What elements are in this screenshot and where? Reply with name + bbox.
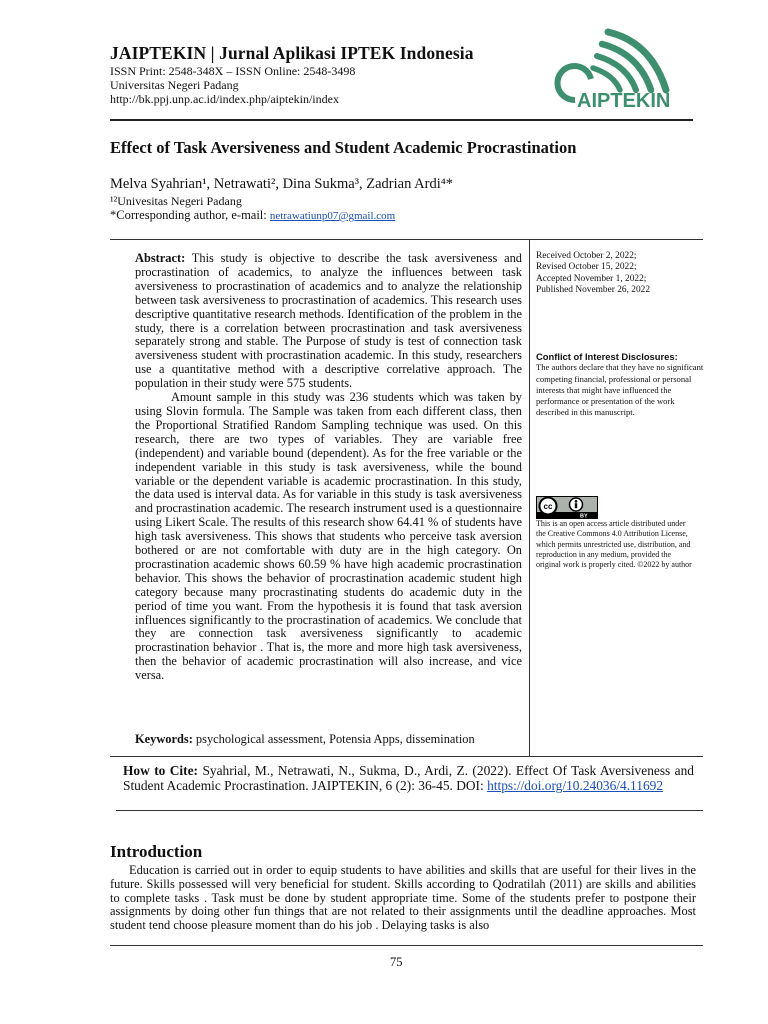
introduction-body: Education is carried out in order to equip students to have abilities and skills that are useful for their lives in the future. Skills possessed will very beneficial for student. Skills according to Qodratilah (2011) are skills and abilities to complete tasks . Task must be done by student appropriate time. Some of the students prefer to postpone their assignments by doing other fun things that are not related to their assignments until the deadline approaches. Most student tend choose pleasure moment than do his job . Delaying tasks is also (110, 863, 696, 933)
cite-text: Syahrial, M., Netrawati, N., Sukma, D., Ardi, Z. (2022). Effect Of Task Aversiveness and Student Academic Procrastination. JAIPTEKIN, 6 (2): 36-45. DOI: (123, 763, 695, 794)
aiptekin-logo (553, 24, 678, 114)
license-text: This is an open access article distributed under the Creative Commons 4.0 Attribution License, which permits unrestricted use, distribution, and reproduction in any medium, provided the original work is properly cited. ©2022 by author (536, 519, 692, 570)
cc-badge-text: BY (580, 513, 588, 519)
journal-url[interactable]: http://bk.ppj.unp.ac.id/index.php/aiptekin/index (110, 92, 339, 106)
abstract-paragraph-2: Amount sample in this study was 236 students which was taken by using Slovin formula. The Sample was taken from each different class, then the Proportional Stratified Random Sampling technique was used. On this research, there are two types of variables. They are variable free (independent) and variable bound (dependent). As for the free variable or the independent variable in this study is task aversiveness, while the bound variable or the dependent variable is academic procrastination. In this study, the data used is interval data. As for variable in this study is task aversiveness and procrastination academic. The research instrument used is a questionnaire using Likert Scale. The results of this research show 64.41 % of students have high task aversiveness. This shows that students who perceive task aversion bothered or are not comfortable with duty are in the high category. On procrastination academic shows 60.59 % have high academic procrastination behavior. This shows the behavior of procrastination academic student high category because many procrastinating students do academic duty in the period of time you want. From the hypothesis it is found that task aversion influences significantly to the procrastination of academics. We conclude that they are connection task aversiveness significantly to academic procrastination behavior . That is, the more and more high task aversiveness, then the behavior of academic procrastination will also increase, and vice versa. (135, 390, 522, 683)
published-date: Published November 26, 2022 (536, 284, 651, 295)
revised-date: Revised October 15, 2022; (536, 262, 637, 273)
keywords-label: Keywords: (135, 732, 193, 746)
doi-link[interactable]: https://doi.org/10.24036/4.11692 (487, 778, 664, 794)
journal-title: JAIPTEKIN | Jurnal Aplikasi IPTEK Indonesia (110, 43, 474, 63)
column-divider (529, 239, 530, 756)
article-dates (536, 251, 706, 296)
attribution-icon (575, 500, 578, 503)
abstract-label: Abstract: (135, 251, 186, 265)
coi-text: The authors declare that they have no significant competing financial, professional or personal interests that might have influenced the performance or presentation of the work described in this manuscript. (536, 362, 704, 418)
cc-by-license-badge[interactable] (536, 496, 598, 519)
coi-title: Conflict of Interest Disclosures: (536, 351, 678, 362)
header-divider (110, 119, 693, 121)
article-title: Effect of Task Aversiveness and Student Academic Procrastination (110, 138, 577, 157)
cite-label: How to Cite: (123, 763, 199, 778)
cite-divider (116, 810, 703, 811)
abstract-paragraph-1: This study is objective to describe the task aversiveness and procrastination of academics, to analyze the influences between task aversiveness to procrastination of academics and to analyze the relationship between task aversiveness to procrastination of academics. This research uses descriptive quantitative research methods. Identification of the problem in the study, there is a correlation between procrastination and task aversiveness separately strong and stable. The Purpose of study is test of connection task aversiveness student with procrastination academic. In this study, researchers use a quantitative method with a descriptive correlative approach. The population in their study were 575 students. (135, 251, 522, 391)
page-number: 75 (390, 955, 403, 969)
abstract-top-divider (110, 239, 703, 240)
how-to-cite (123, 763, 694, 794)
conflict-of-interest (536, 351, 706, 419)
accepted-date: Accepted November 1, 2022; (536, 273, 647, 284)
issn-line: ISSN Print: 2548-348X – ISSN Online: 2548-3498 (110, 64, 356, 78)
abstract (135, 252, 522, 683)
logo-text: AIPTEKIN (577, 90, 671, 112)
introduction-heading: Introduction (110, 842, 203, 861)
abstract-bottom-divider (110, 756, 703, 757)
footer-divider (110, 945, 703, 946)
corresponding-author (110, 208, 395, 223)
university-line: Universitas Negeri Padang (110, 78, 239, 92)
corresponding-label: *Corresponding author, e-mail: (110, 208, 270, 222)
authors: Melva Syahrian¹, Netrawati², Dina Sukma³, Zadrian Ardi⁴* (110, 176, 454, 192)
keywords (135, 732, 522, 747)
corresponding-email-link[interactable]: netrawatiunp07@gmail.com (269, 210, 396, 222)
cc-icon: cc (543, 502, 553, 511)
affiliation: ¹²Univesitas Negeri Padang (110, 194, 242, 208)
keywords-list: psychological assessment, Potensia Apps, dissemination (192, 732, 475, 746)
received-date: Received October 2, 2022; (536, 251, 637, 261)
